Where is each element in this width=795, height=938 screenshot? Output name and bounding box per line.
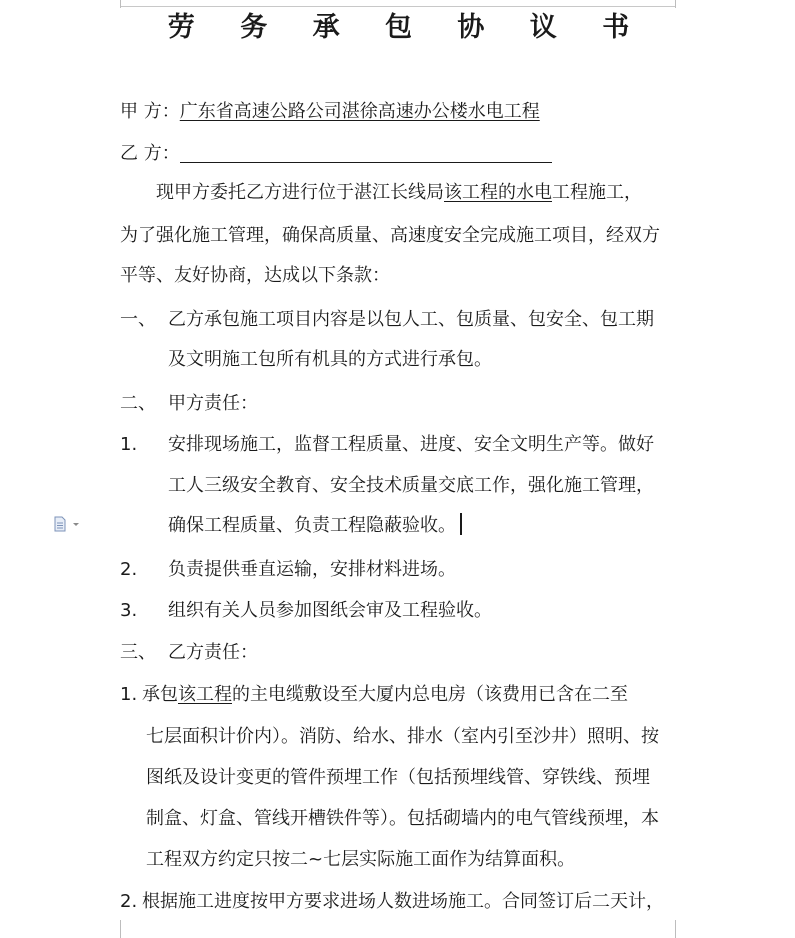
clause-3-item-1-line-1[interactable]: [142, 682, 628, 708]
clause-1-line-2[interactable]: 及文明施工包所有机具的方式进行承包。: [168, 349, 492, 370]
intro-line-1[interactable]: [156, 180, 642, 206]
clause-3-item-1-text-b: 的主电缆敷设至大厦内总电房（该费用已含在二至: [232, 684, 628, 705]
document-title: 劳 务 承 包 协 议 书: [167, 12, 648, 43]
clause-2-item-3-number: 3.: [120, 600, 138, 621]
clause-3-heading[interactable]: 乙方责任：: [168, 642, 258, 663]
intro-text-b: 工程施工，: [552, 182, 642, 203]
party-b-line[interactable]: [120, 141, 552, 167]
clause-3-item-2-line-1[interactable]: 根据施工进度按甲方要求进场人数进场施工。合同签订后二天计，: [142, 891, 664, 912]
party-a-label: 甲 方：: [120, 101, 180, 122]
text-cursor: [460, 513, 462, 535]
clause-3-item-1-underline[interactable]: 该工程: [178, 684, 232, 705]
clause-2-item-2-number: 2.: [120, 559, 138, 580]
clause-3-number: 三、: [120, 642, 156, 663]
intro-project-underline[interactable]: 该工程的水电: [444, 182, 552, 203]
party-a-line[interactable]: [120, 99, 540, 125]
clause-3-item-1-line-3[interactable]: 图纸及设计变更的管件预埋工作（包括预埋线管、穿铁线、预埋: [146, 767, 650, 788]
clause-2-number: 二、: [120, 393, 156, 414]
clause-2-item-1-line-1[interactable]: 安排现场施工，监督工程质量、进度、安全文明生产等。做好: [168, 434, 654, 455]
party-b-blank[interactable]: [180, 142, 552, 163]
paragraph-options-icon[interactable]: [53, 516, 83, 532]
crop-mark-bottom-right: [675, 920, 696, 938]
intro-text-a: 现甲方委托乙方进行位于湛江长线局: [156, 182, 444, 203]
clause-3-item-1-line-4[interactable]: 制盒、灯盒、管线开槽铁件等）。包括砌墙内的电气管线预埋，本: [146, 808, 659, 829]
party-a-value[interactable]: 广东省高速公路公司湛徐高速办公楼水电工程: [179, 101, 540, 122]
clause-2-item-1-number: 1.: [120, 434, 138, 455]
clause-2-item-2-line-1[interactable]: 负责提供垂直运输，安排材料进场。: [168, 559, 456, 580]
crop-mark-top-right: [675, 0, 696, 8]
clause-3-item-1-number: 1.: [120, 684, 138, 705]
clause-1-number: 一、: [120, 309, 156, 330]
party-b-label: 乙 方：: [120, 143, 180, 164]
crop-mark-top-left: [100, 0, 121, 8]
clause-2-item-1-line-3-text: 确保工程质量、负责工程隐蔽验收。: [168, 515, 456, 536]
header-rule: [120, 6, 675, 7]
clause-3-item-1-text-a: 承包: [142, 684, 178, 705]
clause-3-item-1-line-2[interactable]: 七层面积计价内）。消防、给水、排水（室内引至沙井）照明、按: [146, 726, 659, 747]
intro-line-3[interactable]: 平等、友好协商，达成以下条款：: [120, 265, 390, 286]
crop-mark-bottom-left: [100, 920, 121, 938]
clause-1-line-1[interactable]: 乙方承包施工项目内容是以包人工、包质量、包安全、包工期: [168, 309, 654, 330]
clause-3-item-2-number: 2.: [120, 891, 138, 912]
intro-line-2[interactable]: 为了强化施工管理，确保高质量、高速度安全完成施工项目，经双方: [120, 225, 660, 246]
clause-2-item-1-line-3[interactable]: [168, 513, 462, 539]
clause-2-item-1-line-2[interactable]: 工人三级安全教育、安全技术质量交底工作，强化施工管理，: [168, 475, 654, 496]
clause-2-heading[interactable]: 甲方责任：: [168, 393, 258, 414]
clause-3-item-1-line-5[interactable]: 工程双方约定只按二~七层实际施工面作为结算面积。: [146, 849, 576, 870]
clause-2-item-3-line-1[interactable]: 组织有关人员参加图纸会审及工程验收。: [168, 600, 492, 621]
